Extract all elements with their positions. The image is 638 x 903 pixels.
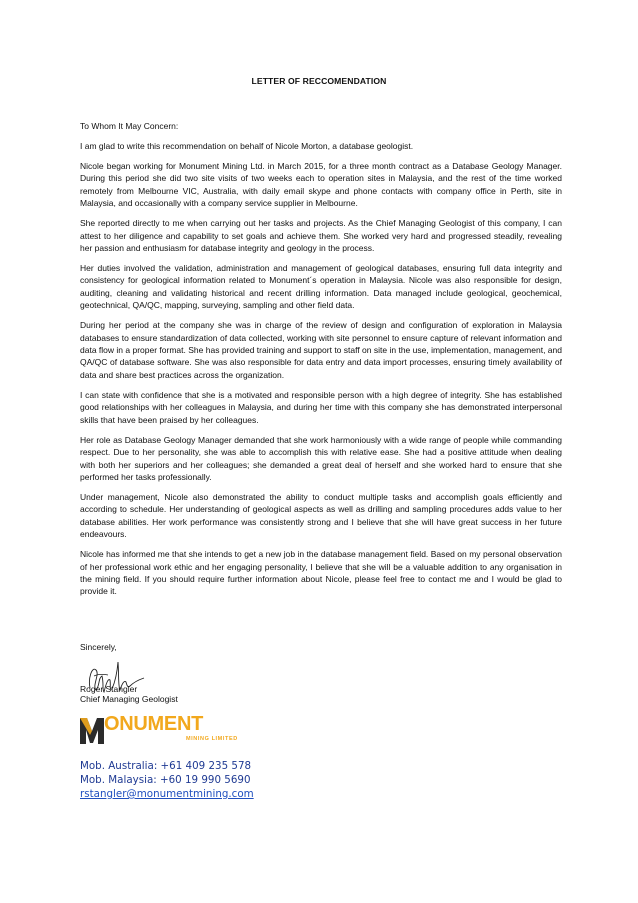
signer-name: Roger Stangler	[80, 684, 138, 694]
logo-tagline: MINING LIMITED	[186, 736, 238, 742]
paragraph-role: Her role as Database Geology Manager demanded that she work harmoniously with a wide range of people while commanding respect. Due to her personality, she was able to accomplish this with relative ease. She had a positive attitude when dealing with both her superiors and her colleagues; she demanded a great deal of herself and she worked hard to ensure that she performed her tasks professionally.	[80, 434, 562, 482]
paragraph-employment: Nicole began working for Monument Mining Ltd. in March 2015, for a three month contract as a Database Geology Manager. During this period she did two site visits of two weeks each to operation sites in Malaysia, and the rest of the time worked remotely from Melbourne VIC, Australia, with daily email skype and phone contacts with company office in Perth, site in Malaysia, and occasionally with a company service supplier in Melbourne.	[80, 161, 562, 209]
paragraph-review: During her period at the company she was in charge of the review of design and configuration of exploration in Malaysia databases to ensure standardization of data collected, working with site personnel to ensure capture of relevant information and data flow in a proper format. She has provided training and support to staff on site in the use, implementation, management, and QA/QC of database software. She was also responsible for data entry and data import processes, ensuring timely availability of data and share best practices across the organization.	[80, 320, 562, 380]
contact-email-link[interactable]: rstangler@monumentmining.com	[80, 788, 254, 800]
paragraph-management: Under management, Nicole also demonstrated the ability to conduct multiple tasks and accomplish goals efficiently and according to schedule. Her understanding of geological aspects as well as drilling and sampling procedures adds value to her database abilities. Her work performance was consistently strong and I believe that she will have great success in her future endeavours.	[80, 491, 562, 540]
signer-title: Chief Managing Geologist	[80, 694, 178, 704]
letter-title: LETTER OF RECCOMENDATION	[251, 76, 387, 86]
paragraph-duties: Her duties involved the validation, administration and management of geological databases, ensuring full data integrity and consistency for geological information related to Monument´s operation in Malaysia. Nicole was also responsible for design, auditing, cleaning and validating historical and recent drilling information. Data managed include geological, geochemical, geotechnical, QA/QC, mapping, surveying, sampling and other field data.	[80, 263, 562, 311]
paragraph-reporting: She reported directly to me when carrying out her tasks and projects. As the Chief Managing Geologist of this company, I can attest to her diligence and capability to set goals and achieve them. She worked very hard and progressed steadily, revealing her passion and enthusiasm for database integrity and geology in the process.	[80, 218, 562, 254]
closing-salutation: Sincerely,	[80, 642, 117, 652]
contact-mobile-malaysia: Mob. Malaysia: +60 19 990 5690	[80, 774, 251, 786]
letter-body	[80, 120, 562, 605]
salutation: To Whom It May Concern:	[80, 121, 179, 131]
contact-mobile-australia: Mob. Australia: +61 409 235 578	[80, 760, 252, 772]
paragraph-intro: I am glad to write this recommendation on behalf of Nicole Morton, a database geologist.	[80, 141, 414, 151]
paragraph-integrity: I can state with confidence that she is a motivated and responsible person with a high degree of integrity. She has established good relationships with her colleagues in Malaysia, and during her time with this company she has demonstrated interpersonal skills that have been praised by her colleagues.	[80, 389, 562, 425]
paragraph-closing: Nicole has informed me that she intends to get a new job in the database management field. Based on my personal observation of her professional work ethic and her engaging personality, I believe that she will be a valuable addition to any organisation in the mining field. If you should require further information about Nicole, please feel free to contact me and I would be glad to provide it.	[80, 549, 562, 597]
logo-wordmark: ONUMENT	[104, 713, 204, 735]
